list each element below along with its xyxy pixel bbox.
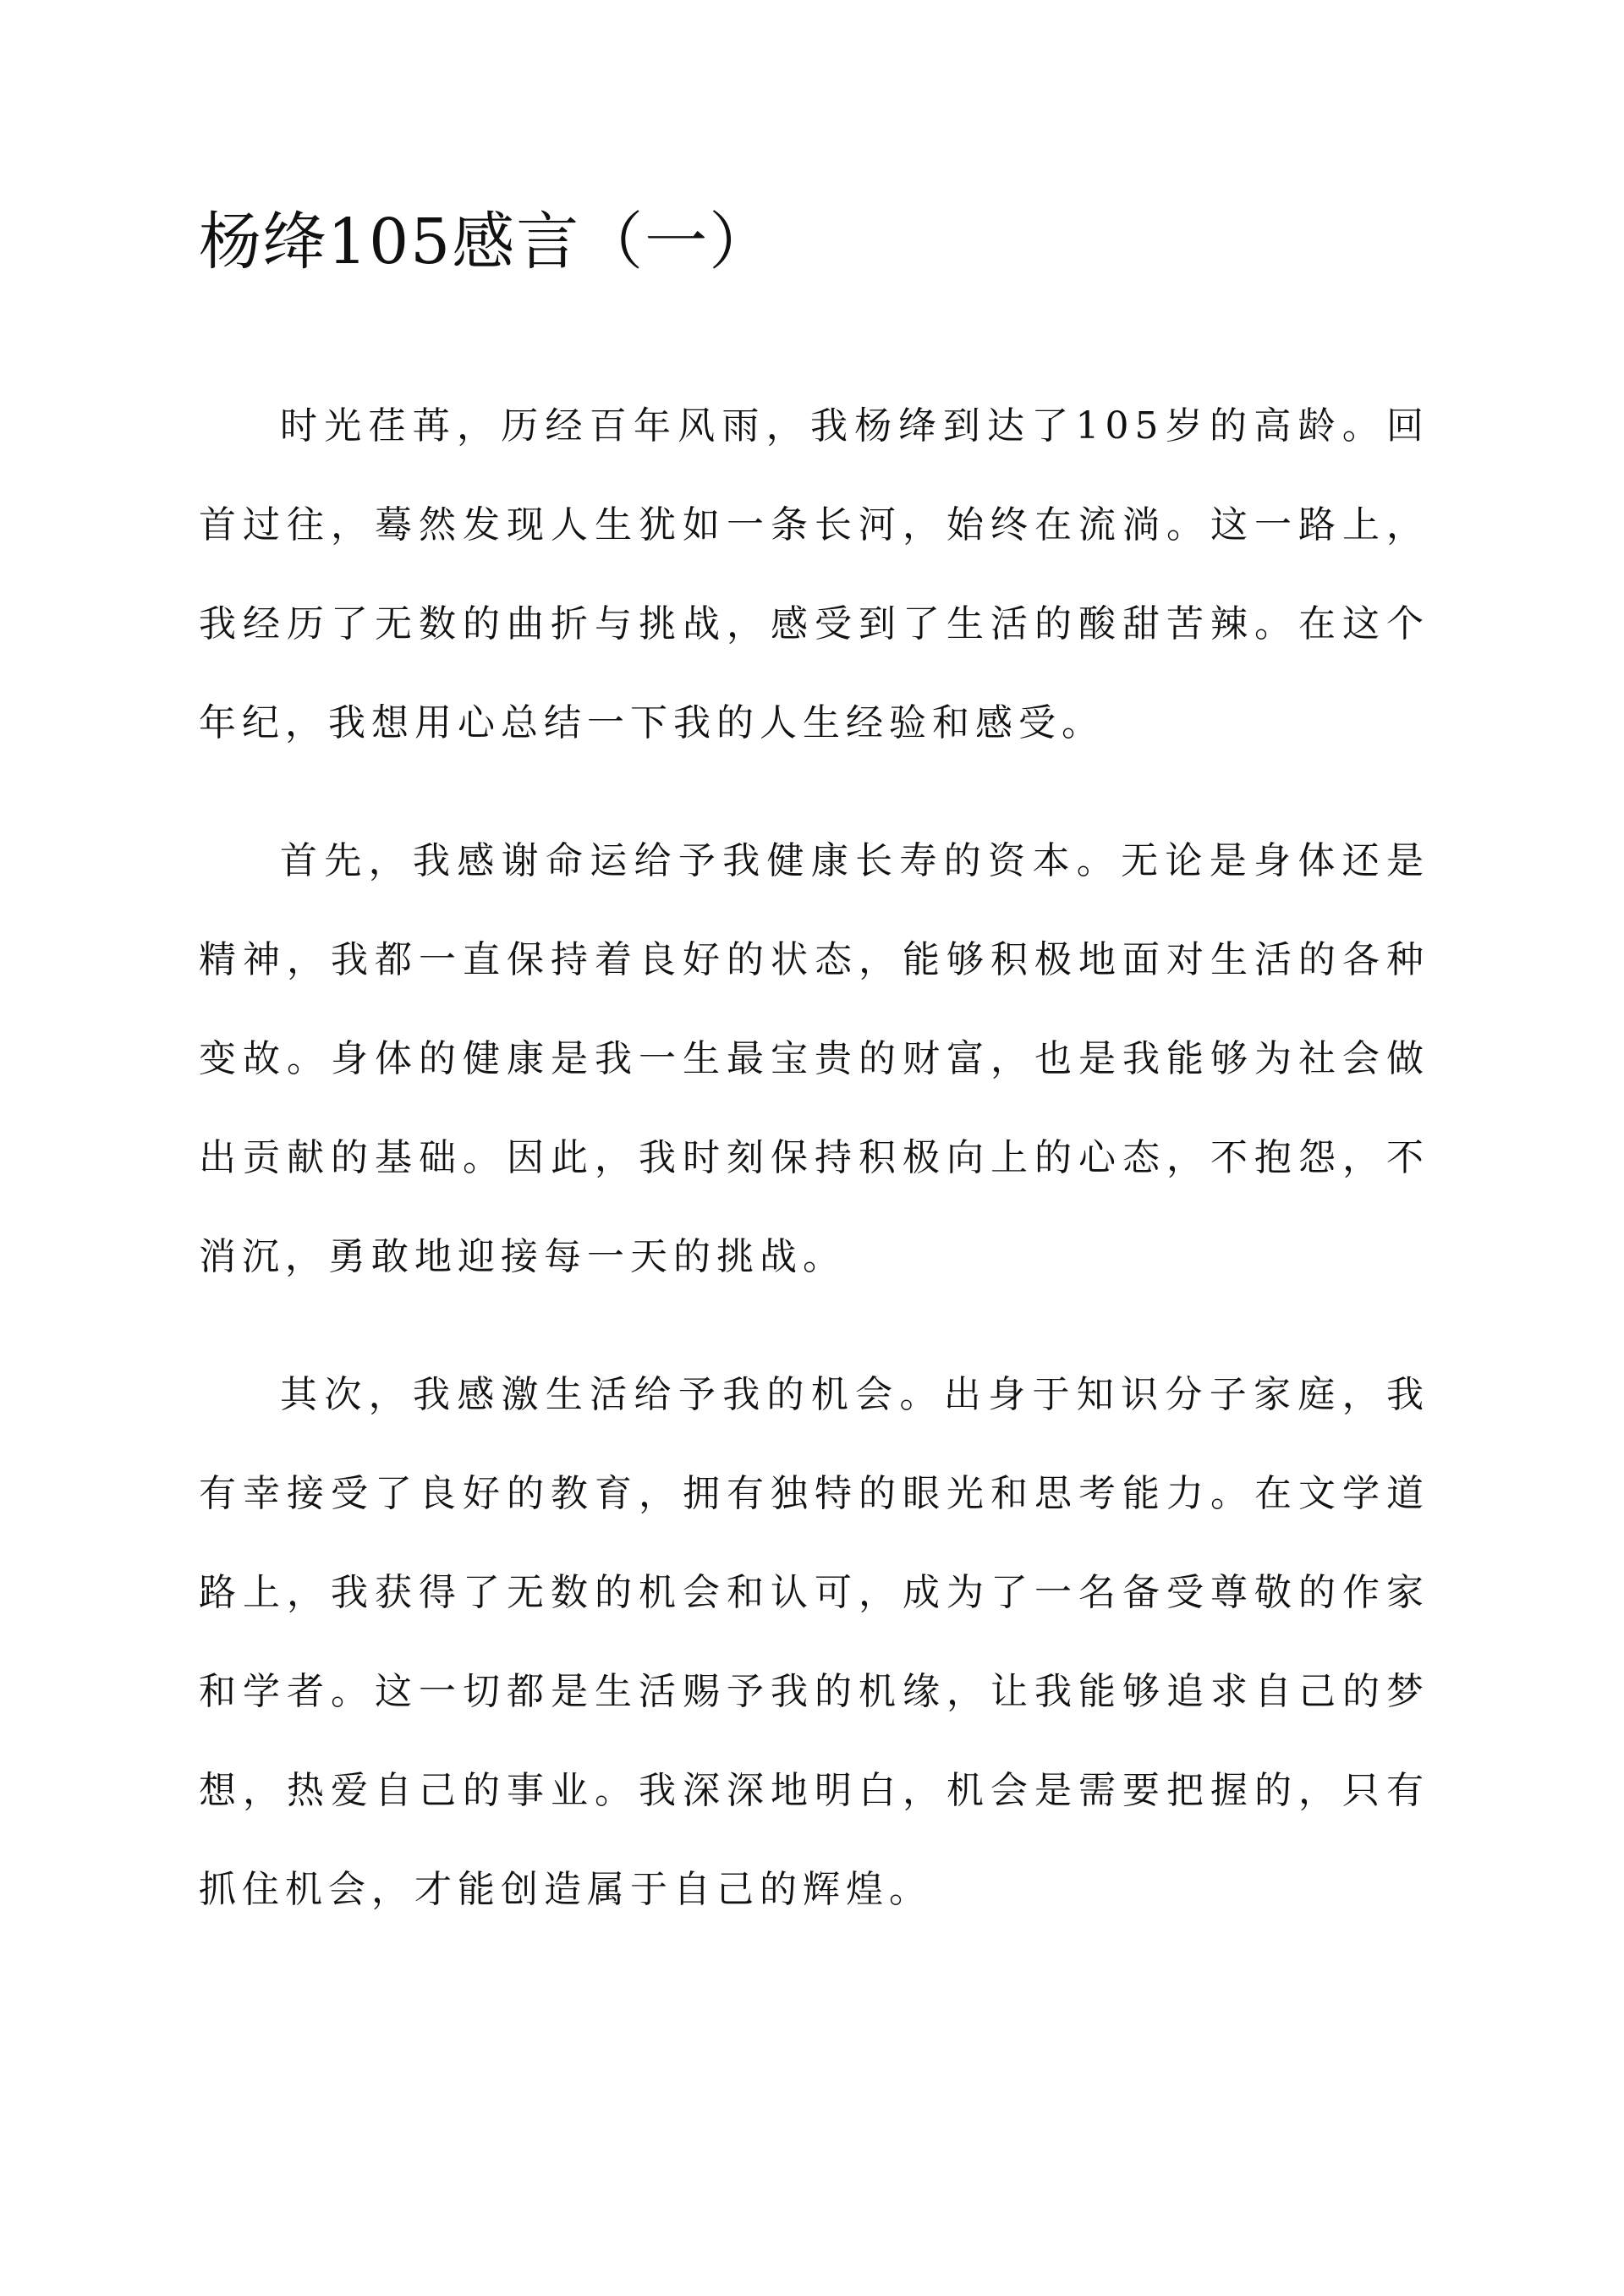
paragraph-1: 时光荏苒，历经百年风雨，我杨绛到达了105岁的高龄。回首过往，蓦然发现人生犹如一条长河，始终在流淌。这一路上，我经历了无数的曲折与挑战，感受到了生活的酸甜苦辣。在这个年纪，我想用心总结一下我的人生经验和感受。 — [199, 404, 1429, 744]
document-body — [199, 376, 1429, 1978]
document-title: 杨绛105感言（一） — [199, 206, 774, 278]
paragraph-3: 其次，我感激生活给予我的机会。出身于知识分子家庭，我有幸接受了良好的教育，拥有独特的眼光和思考能力。在文学道路上，我获得了无数的机会和认可，成为了一名备受尊敬的作家和学者。这一切都是生活赐予我的机缘，让我能够追求自己的梦想，热爱自己的事业。我深深地明白，机会是需要把握的，只有抓住机会，才能创造属于自己的辉煌。 — [199, 1373, 1429, 1911]
paragraph-2: 首先，我感谢命运给予我健康长寿的资本。无论是身体还是精神，我都一直保持着良好的状态，能够积极地面对生活的各种变故。身体的健康是我一生最宝贵的财富，也是我能够为社会做出贡献的基础。因此，我时刻保持积极向上的心态，不抱怨，不消沉，勇敢地迎接每一天的挑战。 — [199, 839, 1429, 1278]
